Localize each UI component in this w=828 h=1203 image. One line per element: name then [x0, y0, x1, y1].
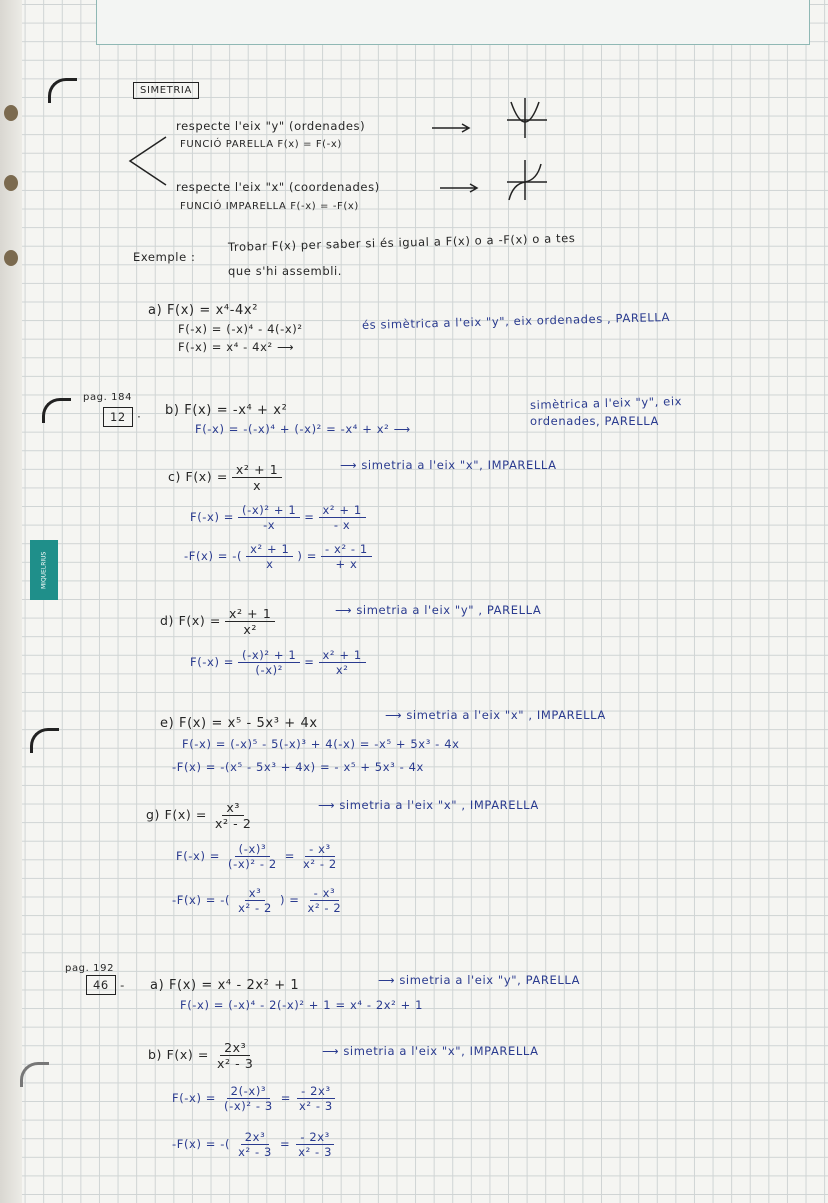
ex-d-result: ⟶ simetria a l'eix "y" , PARELLA — [335, 603, 542, 617]
arrow-icon — [432, 124, 472, 132]
ex-e-line3: -F(x) = -(x⁵ - 5x³ + 4x) = - x⁵ + 5x³ - 4x — [172, 760, 424, 774]
ex-b-result-cont: ordenades, PARELLA — [530, 414, 660, 428]
ex-c-result: ⟶ simetria a l'eix "x", IMPARELLA — [340, 458, 557, 472]
ex46-b-function: b) F(x) = $\frac{\text{2x³}}{\text{x² - 3}}$ — [148, 1040, 254, 1071]
ex-g-result: ⟶ simetria a l'eix "x" , IMPARELLA — [318, 798, 539, 812]
ex46-a-line2: F(-x) = (-x)⁴ - 2(-x)² + 1 = x⁴ - 2x² + 1 — [180, 998, 424, 1012]
exercise-dot: · — [137, 410, 142, 424]
x-axis-rule: respecte l'eix "x" (coordenades) — [176, 180, 380, 194]
ex46-b-result: ⟶ simetria a l'eix "x", IMPARELLA — [322, 1044, 539, 1058]
ex-d-f-neg-x: F(-x) = $\frac{\text{(-x)² + 1}}{\text{(-x)²}}$ = $\frac{\text{x² + 1}}{\text{x²}}$ — [190, 648, 370, 677]
ex-a-line3: F(-x) = x⁴ - 4x² ⟶ — [178, 340, 295, 354]
ex-a-line1: a) F(x) = x⁴-4x² — [148, 303, 259, 318]
fraction: $\frac{\text{x² + 1}}{x}$ — [232, 462, 282, 493]
lhs: c) F(x) = — [168, 469, 228, 484]
ex-b-line2: F(-x) = -(-x)⁴ + (-x)² = -x⁴ + x² ⟶ — [195, 422, 411, 436]
ex-b-result: simètrica a l'eix "y", eix — [529, 394, 683, 412]
odd-function-rule: FUNCIÓ IMPARELLA F(-x) = -F(x) — [180, 201, 359, 212]
example-text: Trobar F(x) per saber si és igual a F(x) o a -F(x) o a tes — [227, 230, 576, 254]
section-title: SIMETRIA — [133, 82, 199, 99]
page-ref: pag. 192 — [65, 963, 115, 974]
arrow-icon — [440, 184, 480, 192]
ex46-a-result: ⟶ simetria a l'eix "y", PARELLA — [378, 973, 581, 987]
binder-hole — [4, 250, 18, 266]
ex-a-line2: F(-x) = (-x)⁴ - 4(-x)² — [178, 322, 303, 336]
ex-e-result: ⟶ simetria a l'eix "x" , IMPARELLA — [385, 708, 606, 722]
ex-b-line1: b) F(x) = -x⁴ + x² — [165, 403, 288, 418]
ex-e-line1: e) F(x) = x⁵ - 5x³ + 4x — [160, 716, 318, 731]
example-text-cont: que s'hi assembli. — [228, 264, 343, 278]
page-ref: pag. 184 — [83, 392, 133, 403]
brand-tab: MIQUELRIUS — [30, 540, 58, 600]
ex-c-f-neg-x: F(-x) = $\frac{\text{(-x)² + 1}}{-x}$ = $\frac{\text{x² + 1}}{- x}$ — [190, 503, 370, 532]
exercise-number: 46 — [86, 975, 116, 995]
ex-a-result: és simètrica a l'eix "y", eix ordenades , PARELLA — [361, 309, 671, 332]
ex-d-function: d) F(x) = $\frac{\text{x² + 1}}{\text{x²}}$ — [160, 606, 279, 637]
ex46-b-neg-f-x: -F(x) = -( $\frac{\text{2x³}}{\text{x² - 3}}$ = $\frac{\text{- 2x³}}{\text{x² - 3}}$ — [172, 1130, 332, 1159]
ex-c-function — [168, 462, 286, 493]
binder-hole — [4, 175, 18, 191]
ex-e-line2: F(-x) = (-x)⁵ - 5(-x)³ + 4(-x) = -x⁵ + 5x³ - 4x — [182, 737, 460, 751]
ex-g-function: g) F(x) = $\frac{\text{x³}}{\text{x² - 2}}$ — [146, 800, 252, 831]
exercise-number: 12 — [103, 407, 133, 427]
ex-c-neg-f-x: -F(x) = -( $\frac{\text{x² + 1}}{x}$ ) = $\frac{\text{- x² - 1}}{+ x}$ — [184, 542, 376, 571]
even-graph-icon — [503, 98, 547, 142]
example-label: Exemple : — [133, 250, 196, 264]
ex-g-f-neg-x: F(-x) = $\frac{\text{(-x)³}}{\text{(-x)² - 2}}$ = $\frac{\text{- x³}}{\text{x² - 2}}$ — [176, 842, 337, 871]
ex46-a-line1: a) F(x) = x⁴ - 2x² + 1 — [150, 978, 300, 993]
exercise-dot: - — [120, 978, 125, 992]
even-function-rule: FUNCIÓ PARELLA F(x) = F(-x) — [180, 139, 342, 150]
binder-hole — [4, 105, 18, 121]
brace-arrows — [128, 135, 168, 187]
y-axis-rule: respecte l'eix "y" (ordenades) — [176, 119, 366, 133]
header-band — [96, 0, 810, 45]
ex-g-neg-f-x: -F(x) = -( $\frac{\text{x³}}{\text{x² - 2}}$ ) = $\frac{\text{- x³}}{\text{x² - 2}}$ — [172, 886, 342, 915]
odd-graph-icon — [503, 160, 547, 204]
ex46-b-f-neg-x: F(-x) = $\frac{\text{2(-x)³}}{\text{(-x)² - 3}}$ = $\frac{\text{- 2x³}}{\text{x² - 3}}$ — [172, 1084, 333, 1113]
